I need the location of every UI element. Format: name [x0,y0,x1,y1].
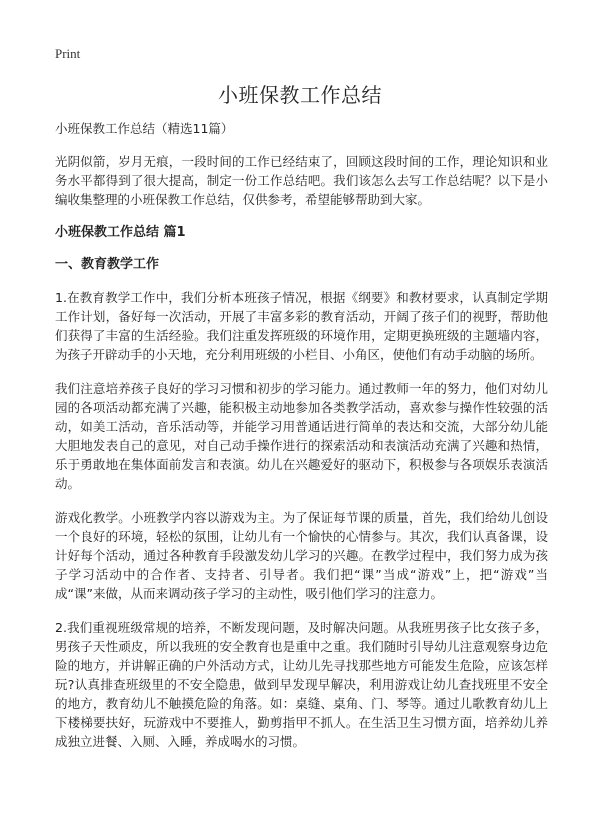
body-paragraph: 游戏化教学。小班教学内容以游戏为主。为了保证每节课的质量，首先，我们给幼儿创设一个良好的环境，轻松的氛围，让幼儿有一个愉快的心情参与。其次，我们认真备课，设计好每个活动，通过各种教育手段激发幼儿学习的兴趣。在教学过程中，我们努力成为孩子学习活动中的合作者、支持者、引导者。我们把“课”当成“游戏”上，把“游戏”当成“课”来做，从而来调动孩子学习的主动性，吸引他们学习的注意力。 [55,510,548,601]
body-paragraph: 我们注意培养孩子良好的学习习惯和初步的学习能力。通过教师一年的努力，他们对幼儿园的各项活动都充满了兴趣，能积极主动地参加各类教学活动，喜欢参与操作性较强的活动，如美工活动，音乐活动等，并能学习用普通话进行简单的表达和交流，大部分幼儿能大胆地发表自己的意见，对自己动手操作进行的探索活动和表演活动充满了兴趣和热情，乐于勇敢地在集体面前发言和表演。幼儿在兴趣爱好的驱动下，积极参与各项娱乐表演活动。 [55,381,548,491]
body-paragraph: 2.我们重视班级常规的培养，不断发现问题，及时解决问题。从我班男孩子比女孩子多，男孩子天性顽皮，所以我班的安全教育也是重中之重。我们随时引导幼儿注意观察身边危险的地方，并讲解正确的户外活动方式，让幼儿先寻找那些地方可能发生危险，应该怎样玩?认真排查班级里的不安全隐患，做到早发现早解决，利用游戏让幼儿查找班里不安全的地方，教育幼儿不触摸危险的角落。如：桌缝、桌角、门、琴等。通过儿歌教育幼儿上下楼梯要扶好，玩游戏中不要推人，勤剪指甲不抓人。在生活卫生习惯方面，培养幼儿养成独立进餐、入厕、入睡，养成喝水的习惯。 [55,620,548,749]
page-title: 小班保教工作总结 [218,83,382,107]
article-content [55,120,548,766]
article-heading: 小班保教工作总结 篇1 [55,225,186,240]
article-subtitle: 小班保教工作总结（精选11篇） [55,121,234,136]
section-heading: 一、教育教学工作 [55,257,160,272]
intro-paragraph: 光阴似箭，岁月无痕，一段时间的工作已经结束了，回顾这段时间的工作，理论知识和业务水平都得到了很大提高，制定一份工作总结吧。我们该怎么去写工作总结呢？以下是小编收集整理的小班保教工作总结，仅供参考，希望能够帮助到大家。 [55,154,548,207]
body-paragraph: 1.在教育教学工作中，我们分析本班孩子情况，根据《纲要》和教材要求，认真制定学期工作计划，备好每一次活动，开展了丰富多彩的教育活动，开阔了孩子们的视野，帮助他们获得了丰富的生活经验。我们注重发挥班级的环境作用，定期更换班级的主题墙内容，为孩子开辟动手的小天地，充分利用班级的小栏目、小角区，使他们有动手动脑的场所。 [55,290,548,362]
print-link[interactable]: Print [55,46,81,61]
